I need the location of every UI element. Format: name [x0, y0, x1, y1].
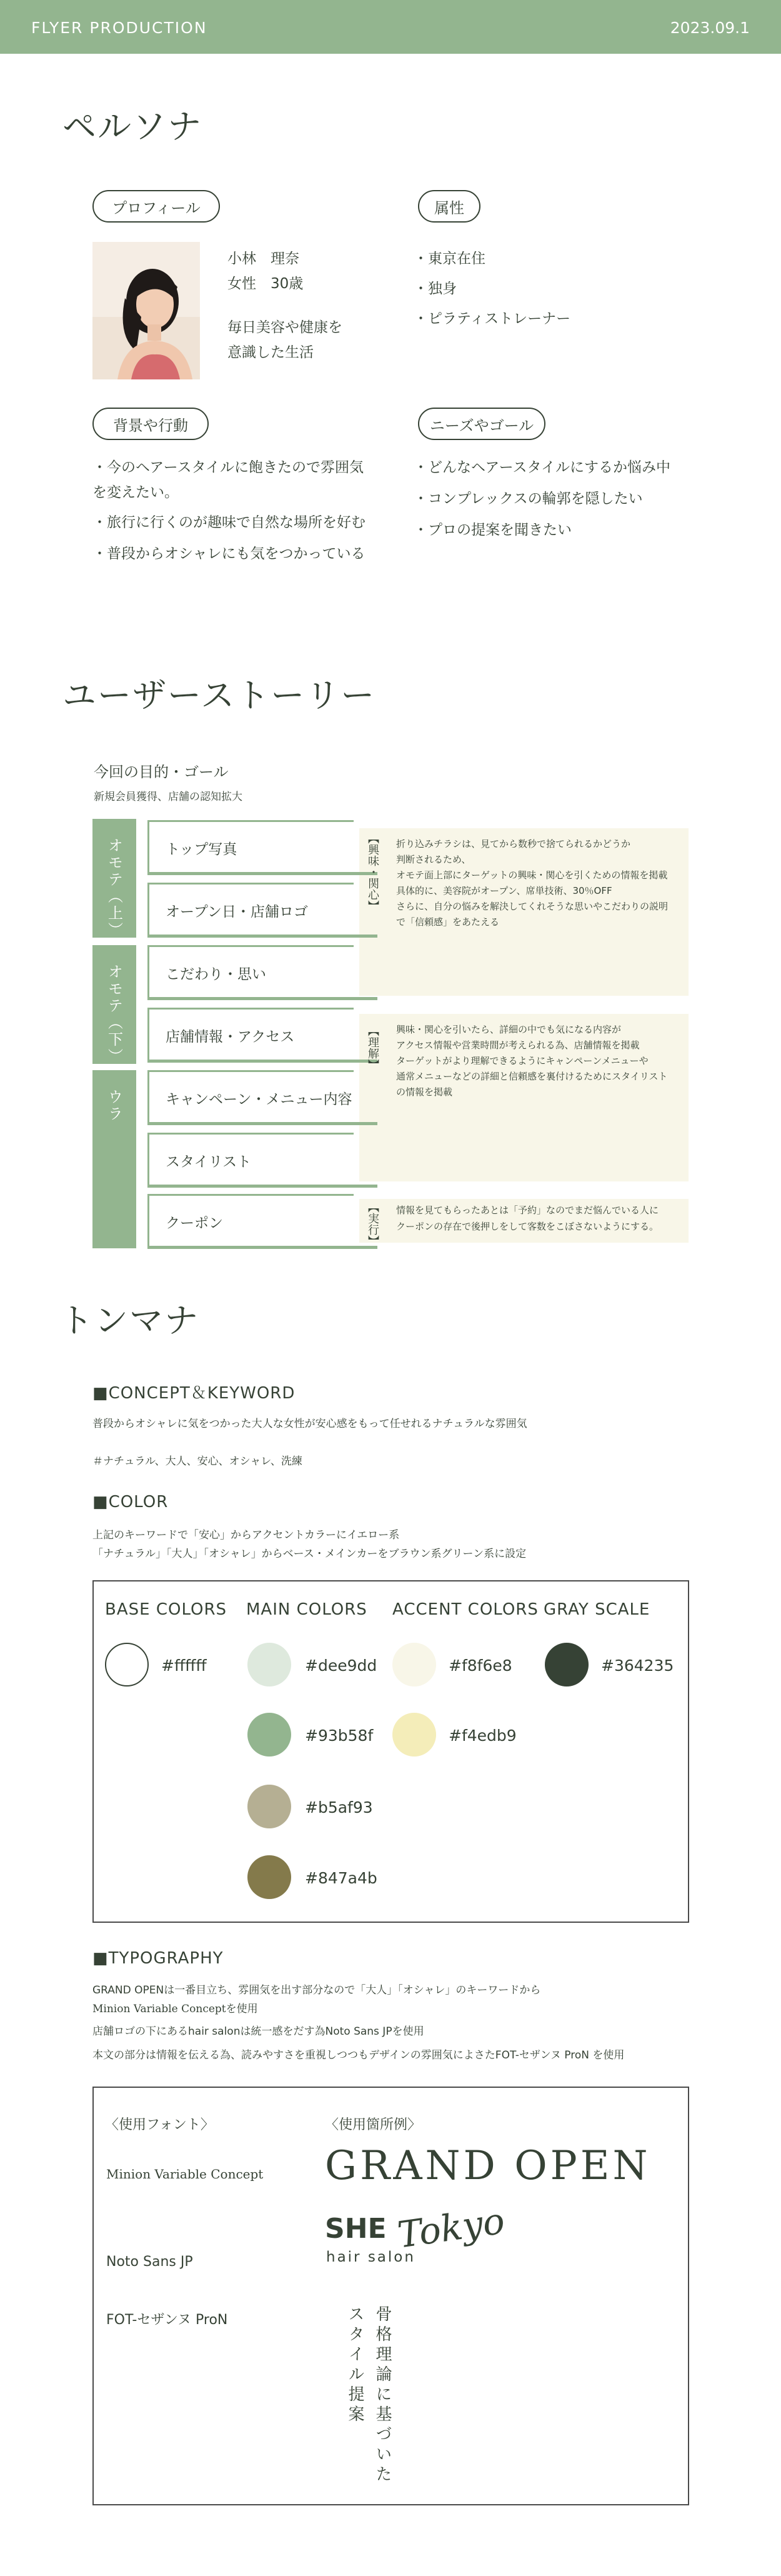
typo-text-3: 店舗ロゴの下にあるhair salonは統一感をだす為Noto Sans JPを使用 — [92, 2025, 424, 2038]
needs-item: ・コンプレックスの輪郭を隠したい — [414, 491, 643, 507]
story-step: トップ写真 — [147, 820, 354, 875]
story-step: スタイリスト — [147, 1133, 354, 1188]
swatch-main-b5af93 — [247, 1785, 291, 1828]
side-omote-top: オモテ（上） — [92, 819, 136, 938]
swatch-accent-f8f6e8 — [392, 1643, 436, 1686]
keyword-text: ＃ナチュラル、大人、安心、オシャレ、洗練 — [92, 1455, 302, 1468]
swatch-main-847a4b — [247, 1855, 291, 1899]
font-name-noto: Noto Sans JP — [106, 2254, 193, 2270]
swatch-base-ffffff — [105, 1643, 149, 1686]
side-ura: ウラ — [92, 1070, 136, 1248]
note-action-label: 【実行】 — [366, 1201, 379, 1246]
story-step: キャンペーン・メニュー内容 — [147, 1070, 354, 1125]
story-step: 店舗情報・アクセス — [147, 1008, 354, 1063]
palette-head-accent: ACCENT COLORS — [392, 1600, 539, 1619]
attr-item: ・ピラティストレーナー — [414, 311, 571, 327]
note-understanding-line: の情報を掲載 — [396, 1086, 453, 1098]
step-divider — [147, 1060, 377, 1063]
color-text-1: 上記のキーワードで「安心」からアクセントカラーにイエロー系 — [92, 1529, 400, 1541]
concept-heading: ■CONCEPT＆KEYWORD — [92, 1384, 296, 1403]
typo-text-1: GRAND OPENは一番目立ち、雰囲気を出す部分なので「大人」「オシャレ」のキーワードから — [92, 1984, 541, 1997]
typo-heading: ■TYPOGRAPHY — [92, 1949, 224, 1968]
background-item: ・普段からオシャレにも気をつかっている — [92, 546, 366, 562]
sample-she: SHE — [325, 2213, 387, 2245]
swatch-label: #364235 — [601, 1656, 674, 1675]
note-interest-label: 【興味・関心】 — [366, 833, 379, 911]
swatch-label: #93b58f — [305, 1727, 374, 1745]
note-interest-line: 判断されるため、 — [396, 854, 471, 865]
color-palette-box — [92, 1580, 689, 1923]
profile-lifestyle-2: 意識した生活 — [227, 344, 314, 361]
swatch-accent-f4edb9 — [392, 1713, 436, 1757]
note-action-line: クーポンの存在で後押しをして客数をこぼさないようにする。 — [396, 1221, 659, 1232]
palette-head-main: MAIN COLORS — [246, 1600, 367, 1619]
color-text-2: 「ナチュラル」「大人」「オシャレ」からベース・メインカーをブラウン系グリーン系に設定 — [92, 1548, 527, 1560]
needs-item: ・プロの提案を聞きたい — [414, 522, 572, 538]
swatch-label: #ffffff — [161, 1656, 207, 1675]
sample-grand-open: GRAND OPEN — [325, 2143, 651, 2189]
step-divider — [147, 935, 377, 938]
profile-label: プロフィール — [92, 190, 220, 223]
step-divider — [147, 1246, 377, 1249]
swatch-label: #b5af93 — [305, 1798, 373, 1817]
persona-title: ペルソナ — [62, 107, 202, 146]
tone-title: トンマナ — [59, 1301, 199, 1340]
step-divider — [147, 1122, 377, 1125]
goal-text: 新規会員獲得、店舗の認知拡大 — [94, 791, 242, 803]
note-understanding-line: アクセス情報や営業時間が考えられる為、店舗情報を掲載 — [396, 1040, 640, 1051]
header-bar — [0, 0, 781, 54]
note-interest-line: オモテ面上部にターゲットの興味・関心を引くための情報を掲載 — [396, 870, 668, 881]
side-omote-bottom: オモテ（下） — [92, 945, 136, 1064]
attr-label: 属性 — [418, 190, 480, 223]
swatch-label: #847a4b — [305, 1869, 377, 1887]
note-interest-line: さらに、自分の悩みを解決してくれそうな思いやこだわりの説明 — [396, 901, 669, 912]
palette-head-base: BASE COLORS — [105, 1600, 227, 1619]
sample-vertical-2: スタイル提案 — [346, 2305, 364, 2425]
background-item: ・今のヘアースタイルに飽きたので雰囲気 — [92, 459, 364, 476]
header-date: 2023.09.1 — [670, 19, 750, 37]
goal-label: 今回の目的・ゴール — [94, 763, 229, 781]
profile-name: 小林 理奈 — [227, 251, 299, 267]
note-understanding-line: ターゲットがより理解できるようにキャンペーンメニューや — [396, 1055, 649, 1066]
needs-item: ・どんなヘアースタイルにするか悩み中 — [414, 459, 671, 476]
needs-label: ニーズやゴール — [418, 408, 545, 440]
swatch-gray-364235 — [545, 1643, 589, 1686]
header-title: FLYER PRODUCTION — [31, 19, 207, 37]
palette-head-gray: GRAY SCALE — [544, 1600, 650, 1619]
story-title: ユーザーストーリー — [62, 676, 376, 715]
note-interest-line: で「信頼感」をあたえる — [396, 916, 500, 928]
step-divider — [147, 1185, 377, 1188]
typo-text-4: 本文の部分は情報を伝える為、読みやすさを重視しつつもデザインの雰囲気によさたFOT-セザンヌ ProN を使用 — [92, 2049, 625, 2062]
note-understanding-line: 興味・関心を引いたら、詳細の中でも気になる内容が — [396, 1024, 622, 1035]
persona-photo — [92, 242, 200, 379]
color-heading: ■COLOR — [92, 1493, 169, 1511]
background-item: ・旅行に行くのが趣味で自然な場所を好む — [92, 514, 366, 531]
note-action-line: 情報を見てもらったあとは「予約」なのでまだ悩んでいる人に — [396, 1205, 659, 1216]
step-divider — [147, 997, 377, 1000]
profile-lifestyle-1: 毎日美容や健康を — [227, 319, 342, 336]
attr-item: ・東京在住 — [414, 251, 485, 267]
story-step: オープン日・店舗ロゴ — [147, 883, 354, 938]
step-divider — [147, 872, 377, 875]
font-label: 〈使用フォント〉 — [105, 2117, 214, 2133]
story-step: こだわり・思い — [147, 945, 354, 1000]
typo-text-2: Minion Variable Conceptを使用 — [92, 2003, 258, 2015]
note-interest-line: 具体的に、美容院がオープン、席単技術、30％OFF — [396, 885, 612, 896]
swatch-label: #f8f6e8 — [449, 1656, 512, 1675]
swatch-label: #f4edb9 — [449, 1727, 517, 1745]
font-name-minion: Minion Variable Concept — [106, 2167, 264, 2182]
profile-gender-age: 女性 30歳 — [227, 276, 304, 292]
story-step: クーポン — [147, 1194, 354, 1249]
concept-text: 普段からオシャレに気をつかった大人な女性が安心感をもって任せれるナチュラルな雰囲気 — [92, 1418, 527, 1430]
sample-vertical-1: 骨格理論に基づいた — [373, 2305, 392, 2485]
note-understanding-line: 通常メニューなどの詳細と信頼感を裏付けるためにスタイリスト — [396, 1071, 668, 1082]
attr-item: ・独身 — [414, 281, 457, 297]
swatch-label: #dee9dd — [305, 1656, 377, 1675]
background-label: 背景や行動 — [92, 408, 209, 440]
background-item: を変えたい。 — [92, 484, 179, 501]
note-understanding-label: 【理解】 — [366, 1025, 379, 1070]
sample-hair-salon: hair salon — [326, 2249, 415, 2265]
font-name-seizanne: FOT-セザンヌ ProN — [106, 2312, 228, 2328]
sample-tokyo: Tokyo — [395, 2199, 507, 2257]
note-interest-line: 折り込みチラシは、見てから数秒で捨てられるかどうか — [396, 838, 631, 849]
swatch-main-dee9dd — [247, 1643, 291, 1686]
swatch-main-93b58f — [247, 1713, 291, 1757]
example-label: 〈使用箇所例〉 — [325, 2117, 422, 2133]
